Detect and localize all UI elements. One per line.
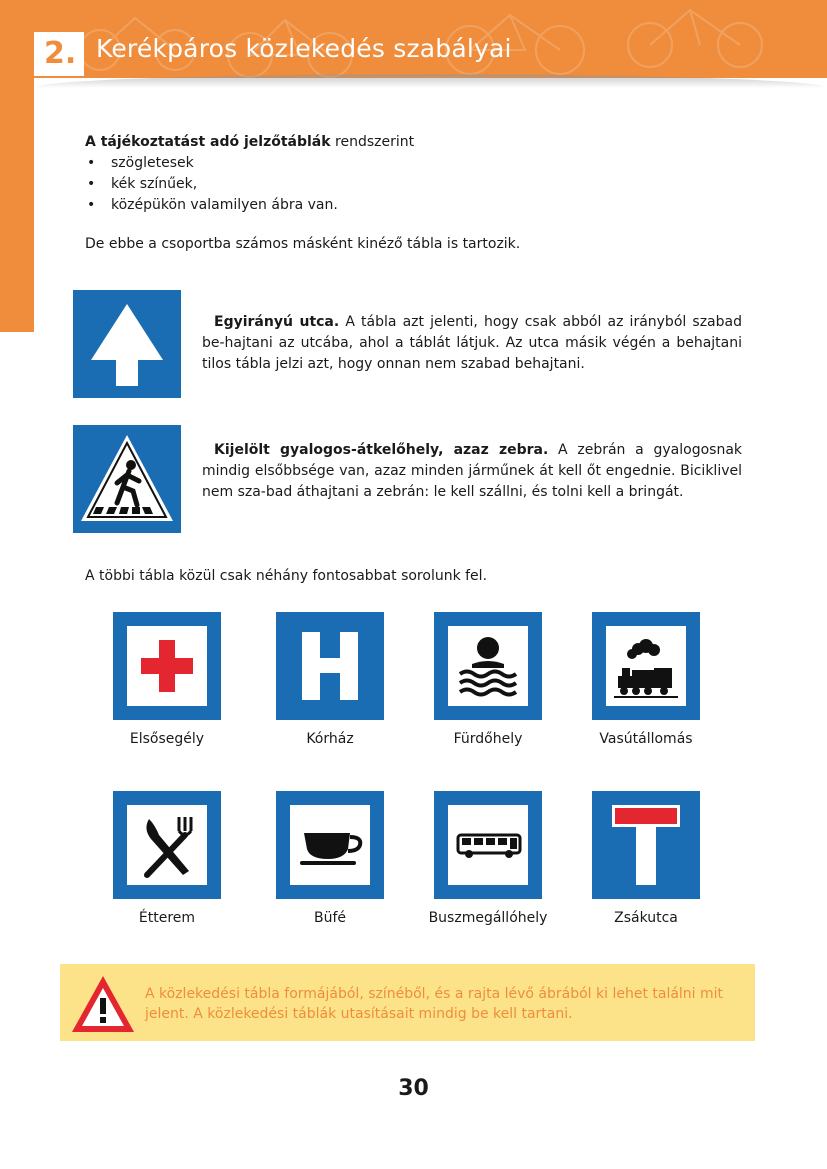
sign-label-dead-end: Zsákutca xyxy=(614,910,678,926)
chapter-number: 2. xyxy=(44,36,77,71)
warning-text: A közlekedési tábla formájából, színéből, és a rajta lévő ábrából ki lehet találni mit jelent. A közlekedési táblák utasításait mindig be kell tartani. xyxy=(145,986,724,1022)
pedestrian-crossing-description xyxy=(202,440,742,503)
pedestrian-crossing-icon xyxy=(73,425,181,533)
intro-note: De ebbe a csoportba számos másként kinéző tábla is tartozik. xyxy=(85,236,521,252)
cafe-sign xyxy=(276,791,384,899)
hospital-sign xyxy=(276,612,384,720)
train-station-sign xyxy=(592,612,700,720)
hospital-h-icon xyxy=(276,612,384,720)
one-way-arrow-icon xyxy=(73,290,181,398)
bus-stop-sign xyxy=(434,791,542,899)
sign-label-bus-stop: Buszmegállóhely xyxy=(428,910,548,926)
one-way-sign xyxy=(73,290,181,398)
first-aid-sign xyxy=(113,612,221,720)
pedestrian-crossing-text: A zebrán a gyalogosnak mindig elsőbbsége van, azaz minden járműnek át kell őt engednie. Biciklivel nem sza-bad áthajtani a zebrán: le kell szállni, és tolni kell a bringát. xyxy=(202,442,743,500)
page-number: 30 xyxy=(398,1076,429,1101)
dead-end-icon xyxy=(592,791,700,899)
sign-label-hospital: Kórház xyxy=(306,731,354,747)
sign-label-first-aid: Elsősegély xyxy=(129,731,205,747)
one-way-description xyxy=(202,312,742,375)
bathing-place-icon xyxy=(434,612,542,720)
intro-lead-bold: A tájékoztatást adó jelzőtáblák xyxy=(85,134,331,150)
one-way-text: A tábla azt jelenti, hogy csak abból az irányból szabad be-hajtani az utcába, ahol a táblát látjuk. Az utca másik végén a behajtani tilos tábla jelzi azt, hogy onnan nem szabad behajtani. xyxy=(202,314,742,372)
first-aid-cross-icon xyxy=(113,612,221,720)
intro-section xyxy=(85,132,414,216)
intro-lead-rest: rendszerint xyxy=(330,134,415,150)
sign-label-restaurant: Étterem xyxy=(138,910,196,926)
sign-label-bathing-place: Fürdőhely xyxy=(453,731,523,747)
others-note: A többi tábla közül csak néhány fontosabbat sorolunk fel. xyxy=(85,568,488,584)
sign-label-cafe: Büfé xyxy=(313,910,347,926)
one-way-title: Egyirányú utca. xyxy=(214,314,340,330)
list-item: • kék színűek, xyxy=(85,174,414,195)
cafe-cup-icon xyxy=(276,791,384,899)
side-band xyxy=(0,78,34,332)
restaurant-sign xyxy=(113,791,221,899)
bathing-place-sign xyxy=(434,612,542,720)
intro-lead xyxy=(85,132,414,153)
page-title: Kerékpáros közlekedés szabályai xyxy=(96,34,512,63)
list-item: • szögletesek xyxy=(85,153,414,174)
pedestrian-crossing-title: Kijelölt gyalogos-átkelőhely, azaz zebra. xyxy=(214,442,549,458)
restaurant-cutlery-icon xyxy=(113,791,221,899)
warning-triangle-icon xyxy=(68,970,138,1040)
sign-label-train-station: Vasútállomás xyxy=(599,731,693,747)
pedestrian-crossing-sign xyxy=(73,425,181,533)
bus-stop-icon xyxy=(434,791,542,899)
list-item: • középükön valamilyen ábra van. xyxy=(85,195,414,216)
intro-bullets xyxy=(85,153,414,216)
dead-end-sign xyxy=(592,791,700,899)
train-station-icon xyxy=(592,612,700,720)
